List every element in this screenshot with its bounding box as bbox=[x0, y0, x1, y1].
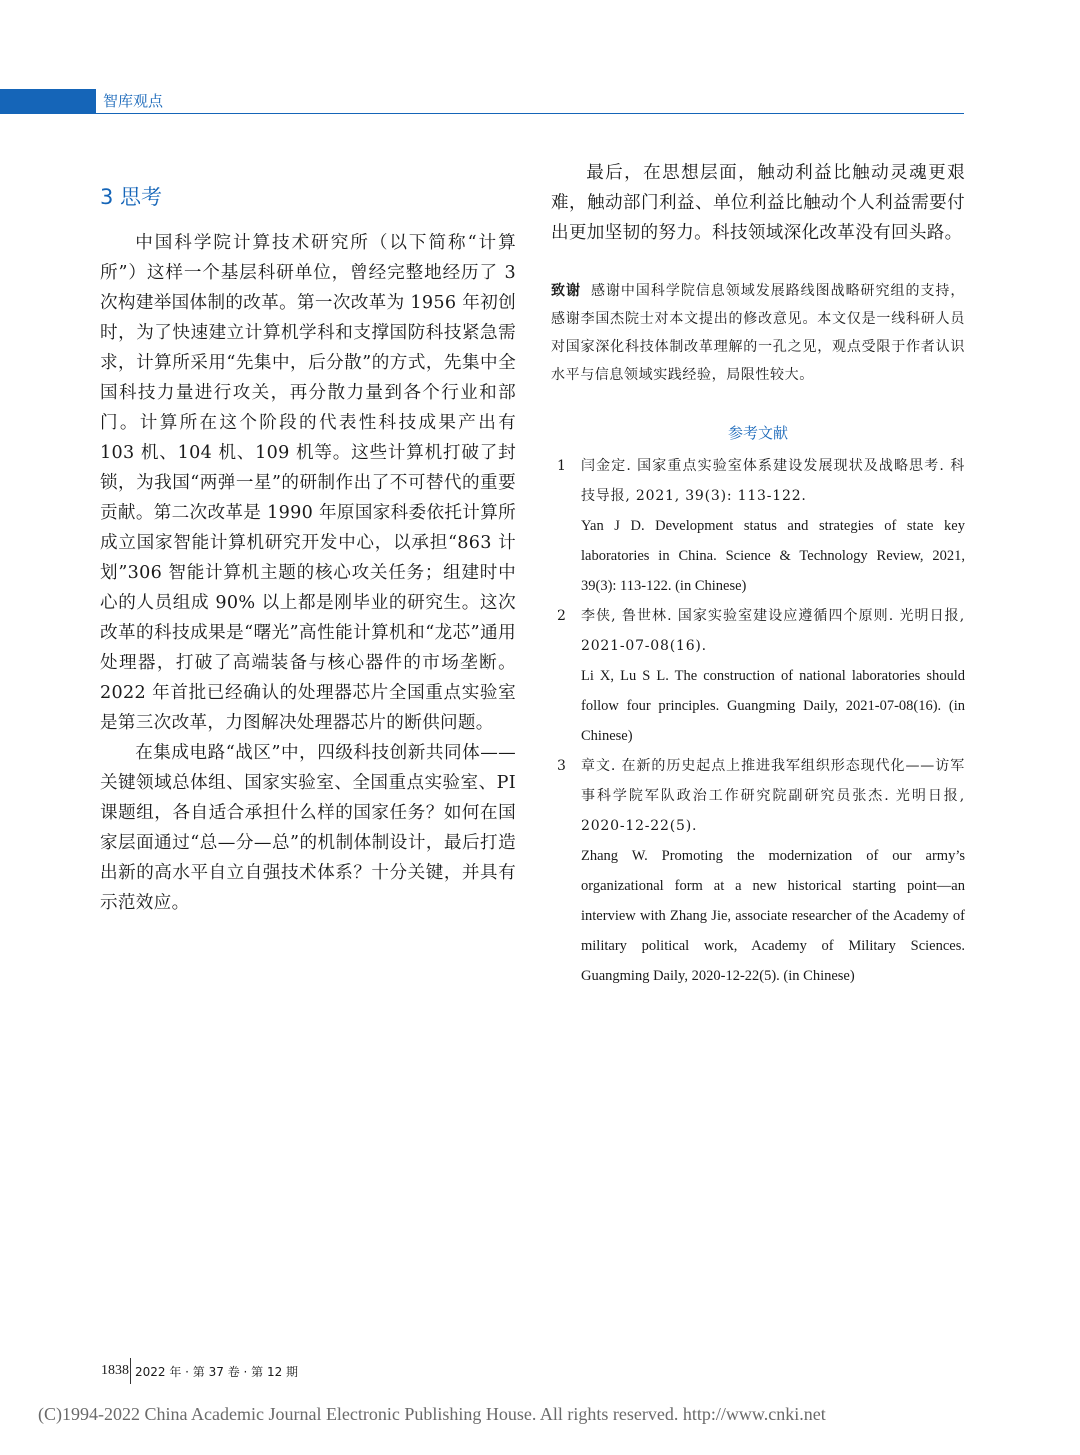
header-rule bbox=[96, 113, 964, 114]
section-heading: 3 思考 bbox=[100, 185, 163, 209]
page-number: 1838 bbox=[101, 1363, 129, 1378]
reference-item bbox=[551, 601, 965, 751]
body-paragraph: 最后，在思想层面，触动利益比触动灵魂更艰难，触动部门利益、单位利益比触动个人利益需要付出更加坚韧的努力。科技领域深化改革没有回头路。 bbox=[551, 163, 965, 243]
reference-number: 2 bbox=[557, 608, 566, 624]
header-label: 智库观点 bbox=[103, 92, 164, 110]
reference-chinese: 李侠, 鲁世林. 国家实验室建设应遵循四个原则. 光明日报, 2021-07-08(16). bbox=[581, 608, 965, 654]
header-color-block bbox=[0, 89, 96, 114]
left-column bbox=[100, 228, 516, 918]
reference-chinese: 章文. 在新的历史起点上推进我军组织形态现代化——访军事科学院军队政治工作研究院副研究员张杰. 光明日报, 2020-12-22(5). bbox=[581, 758, 965, 834]
reference-chinese: 闫金定. 国家重点实验室体系建设发展现状及战略思考. 科技导报, 2021, 39(3): 113-122. bbox=[581, 458, 965, 504]
reference-number: 3 bbox=[557, 758, 566, 774]
copyright-notice: (C)1994-2022 China Academic Journal Electronic Publishing House. All rights reserved. http://www.cnki.net bbox=[38, 1404, 826, 1424]
reference-english: Li X, Lu S L. The construction of national laboratories should follow four principles. Guangming Daily, 2021-07-08(16). (in Chinese) bbox=[581, 668, 965, 744]
reference-english: Yan J D. Development status and strategies of state key laboratories in China. Science & Technology Review, 2021, 39(3): 113-122. (in Chinese) bbox=[581, 518, 965, 594]
reference-english: Zhang W. Promoting the modernization of our army’s organizational form at a new historical starting point—an interview with Zhang Jie, associate researcher of the Academy of military political work, Academy of Military Sciences. Guangming Daily, 2020-12-22(5). (in Chinese) bbox=[581, 848, 965, 984]
issue-info: 2022 年 · 第 37 卷 · 第 12 期 bbox=[135, 1365, 299, 1379]
reference-item bbox=[551, 751, 965, 991]
acknowledgement-label: 致谢 bbox=[551, 283, 581, 299]
reference-item bbox=[551, 451, 965, 601]
acknowledgement bbox=[551, 277, 965, 389]
body-paragraph: 中国科学院计算技术研究所（以下简称“计算所”）这样一个基层科研单位，曾经完整地经历了 3 次构建举国体制的改革。第一次改革为 1956 年初创时，为了快速建立计算机学科和支撑国防科技紧急需求，计算所采用“先集中，后分散”的方式，先集中全国科技力量进行攻关，再分散力量到各个行业和部门。计算所在这个阶段的代表性科技成果产出有 103 机、104 机、109 机等。这些计算机打破了封锁，为我国“两弹一星”的研制作出了不可替代的重要贡献。第二次改革是 1990 年原国家科委依托计算所成立国家智能计算机研究开发中心，以承担“863 计划”306 智能计算机主题的核心攻关任务；组建时中心的人员组成 90% 以上都是刚毕业的研究生。这次改革的科技成果是“曙光”高性能计算机和“龙芯”通用处理器，打破了高端装备与核心器件的市场垄断。2022 年首批已经确认的处理器芯片全国重点实验室是第三次改革，力图解决处理器芯片的断供问题。 bbox=[100, 233, 516, 733]
reference-number: 1 bbox=[557, 458, 566, 474]
references-title: 参考文献 bbox=[727, 424, 788, 442]
body-paragraph: 在集成电路“战区”中，四级科技创新共同体——关键领域总体组、国家实验室、全国重点实验室、PI 课题组，各自适合承担什么样的国家任务？如何在国家层面通过“总—分—总”的机制体制设计，最后打造出新的高水平自立自强技术体系？十分关键，并具有示范效应。 bbox=[100, 743, 516, 913]
acknowledgement-text: 感谢中国科学院信息领域发展路线图战略研究组的支持，感谢李国杰院士对本文提出的修改意见。本文仅是一线科研人员对国家深化科技体制改革理解的一孔之见，观点受限于作者认识水平与信息领域实践经验，局限性较大。 bbox=[551, 283, 966, 383]
right-column bbox=[551, 158, 965, 991]
footer-separator bbox=[130, 1358, 131, 1384]
